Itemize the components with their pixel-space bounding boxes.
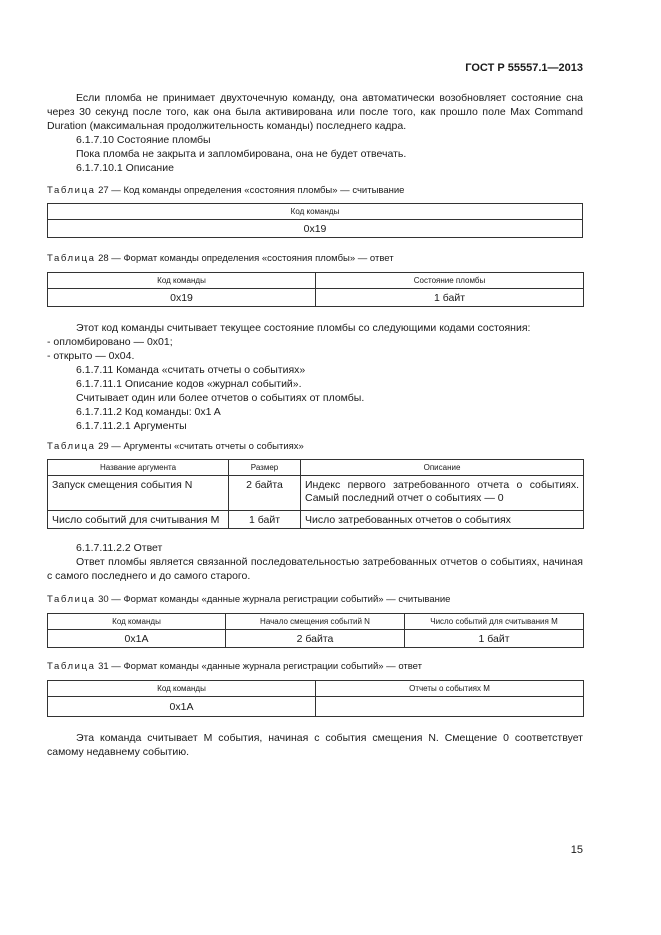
table-cell — [316, 697, 584, 717]
page-number: 15 — [570, 844, 583, 856]
table-header-cell: Число событий для считывания М — [405, 614, 584, 630]
table-header-cell: Код команды — [48, 273, 316, 289]
table-31 — [47, 680, 584, 717]
table-cell: 1 байт — [405, 630, 584, 648]
section-heading: 6.1.7.10.1 Описание — [76, 162, 174, 174]
table-header-cell: Код команды — [48, 204, 583, 220]
closing-paragraph: Эта команда считывает М события, начиная с события смещения N. Смещение 0 соответствует самому недавнему событию. — [47, 732, 583, 758]
table-cell: 2 байта — [226, 630, 405, 648]
list-item: - открыто — 0x04. — [47, 350, 135, 362]
table-header-cell: Размер — [229, 460, 301, 476]
status-description-block — [47, 321, 583, 433]
paragraph: Если пломба не принимает двухточечную команду, она автоматически возобновляет состояние сна через 30 секунд после того, как она была активирована или после того, как прошло поле Max Command Duration (максимальная продолжительность команды) последнего кадра. — [47, 92, 583, 132]
table-27-caption — [47, 185, 404, 196]
table-header-cell: Код команды — [48, 681, 316, 697]
caption-text: 28 — Формат команды определения «состояния пломбы» — ответ — [95, 253, 394, 264]
caption-label: Таблица — [47, 594, 96, 605]
table-28 — [47, 272, 584, 307]
table-cell: 0x19 — [48, 289, 316, 307]
table-cell: Число событий для считывания М — [48, 511, 229, 529]
table-cell: 1 байт — [316, 289, 584, 307]
table-cell: 0x1A — [48, 697, 316, 717]
table-row — [48, 476, 584, 511]
caption-label: Таблица — [47, 441, 96, 452]
table-30-caption — [47, 594, 450, 605]
table-cell: 2 байта — [229, 476, 301, 511]
table-cell: 1 байт — [229, 511, 301, 529]
table-row — [48, 511, 584, 529]
caption-label: Таблица — [47, 185, 96, 196]
table-29 — [47, 459, 584, 529]
paragraph: Ответ пломбы является связанной последовательностью затребованных отчетов о событиях, начиная с самого последнего и до самого старого. — [47, 556, 583, 582]
table-cell: 0x1A — [48, 630, 226, 648]
caption-text: 30 — Формат команды «данные журнала регистрации событий» — считывание — [95, 594, 451, 605]
table-row — [48, 630, 584, 648]
section-heading: 6.1.7.11.2.2 Ответ — [76, 542, 163, 554]
table-header-cell: Код команды — [48, 614, 226, 630]
table-cell: Число затребованных отчетов о событиях — [301, 511, 584, 529]
paragraph: Этот код команды считывает текущее состояние пломбы со следующими кодами состояния: — [76, 322, 531, 334]
table-header-cell: Описание — [301, 460, 584, 476]
document-header: ГОСТ Р 55557.1—2013 — [465, 62, 583, 74]
table-header-cell: Начало смещения событий N — [226, 614, 405, 630]
table-28-caption — [47, 253, 394, 264]
table-29-caption — [47, 441, 304, 452]
caption-label: Таблица — [47, 253, 96, 264]
table-31-caption — [47, 661, 422, 672]
table-header-cell: Отчеты о событиях М — [316, 681, 584, 697]
table-header-cell: Состояние пломбы — [316, 273, 584, 289]
section-heading: 6.1.7.11.2.1 Аргументы — [76, 420, 187, 432]
table-30 — [47, 613, 584, 648]
list-item: - опломбировано — 0x01; — [47, 336, 173, 348]
table-header-cell: Название аргумента — [48, 460, 229, 476]
caption-text: 31 — Формат команды «данные журнала регистрации событий» — ответ — [95, 661, 423, 672]
caption-text: 29 — Аргументы «считать отчеты о событиях» — [95, 441, 304, 452]
paragraph: Пока пломба не закрыта и запломбирована, она не будет отвечать. — [76, 148, 407, 160]
response-block — [47, 541, 583, 583]
section-heading: 6.1.7.11.2 Код команды: 0x1 A — [76, 406, 221, 418]
section-heading: 6.1.7.11 Команда «считать отчеты о событиях» — [76, 364, 306, 376]
table-row — [48, 697, 584, 717]
caption-text: 27 — Код команды определения «состояния пломбы» — считывание — [95, 185, 405, 196]
paragraph: Считывает один или более отчетов о событиях от пломбы. — [76, 392, 365, 404]
section-heading: 6.1.7.10 Состояние пломбы — [76, 134, 211, 146]
table-27 — [47, 203, 583, 238]
section-heading: 6.1.7.11.1 Описание кодов «журнал событий». — [76, 378, 302, 390]
table-cell: 0x19 — [48, 220, 583, 238]
caption-label: Таблица — [47, 661, 96, 672]
table-cell: Индекс первого затребованного отчета о событиях. Самый последний отчет о событиях — 0 — [301, 476, 584, 511]
table-cell: Запуск смещения события N — [48, 476, 229, 511]
intro-block — [47, 91, 583, 175]
